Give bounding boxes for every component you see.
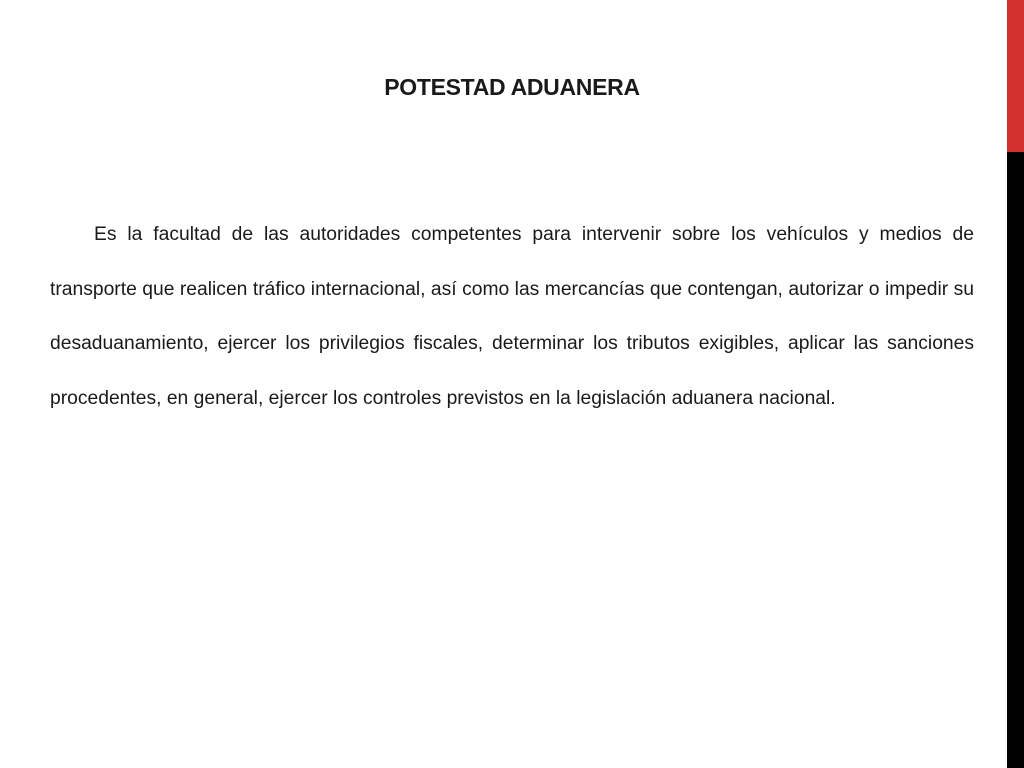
- slide-title: POTESTAD ADUANERA: [384, 74, 640, 100]
- side-accent-bar: [1007, 0, 1024, 768]
- body-paragraph: Es la facultad de las autoridades competentes para intervenir sobre los vehículos y medios de transporte que realicen tráfico internacional, así como las mercancías que contengan, autorizar o impedir su desaduanamiento, ejercer los privilegios fiscales, determinar los tributos exigibles, aplicar las sanciones procedentes, en general, ejercer los controles previstos en la legislación aduanera nacional.: [50, 224, 974, 409]
- side-accent-bar-black: [1007, 152, 1024, 768]
